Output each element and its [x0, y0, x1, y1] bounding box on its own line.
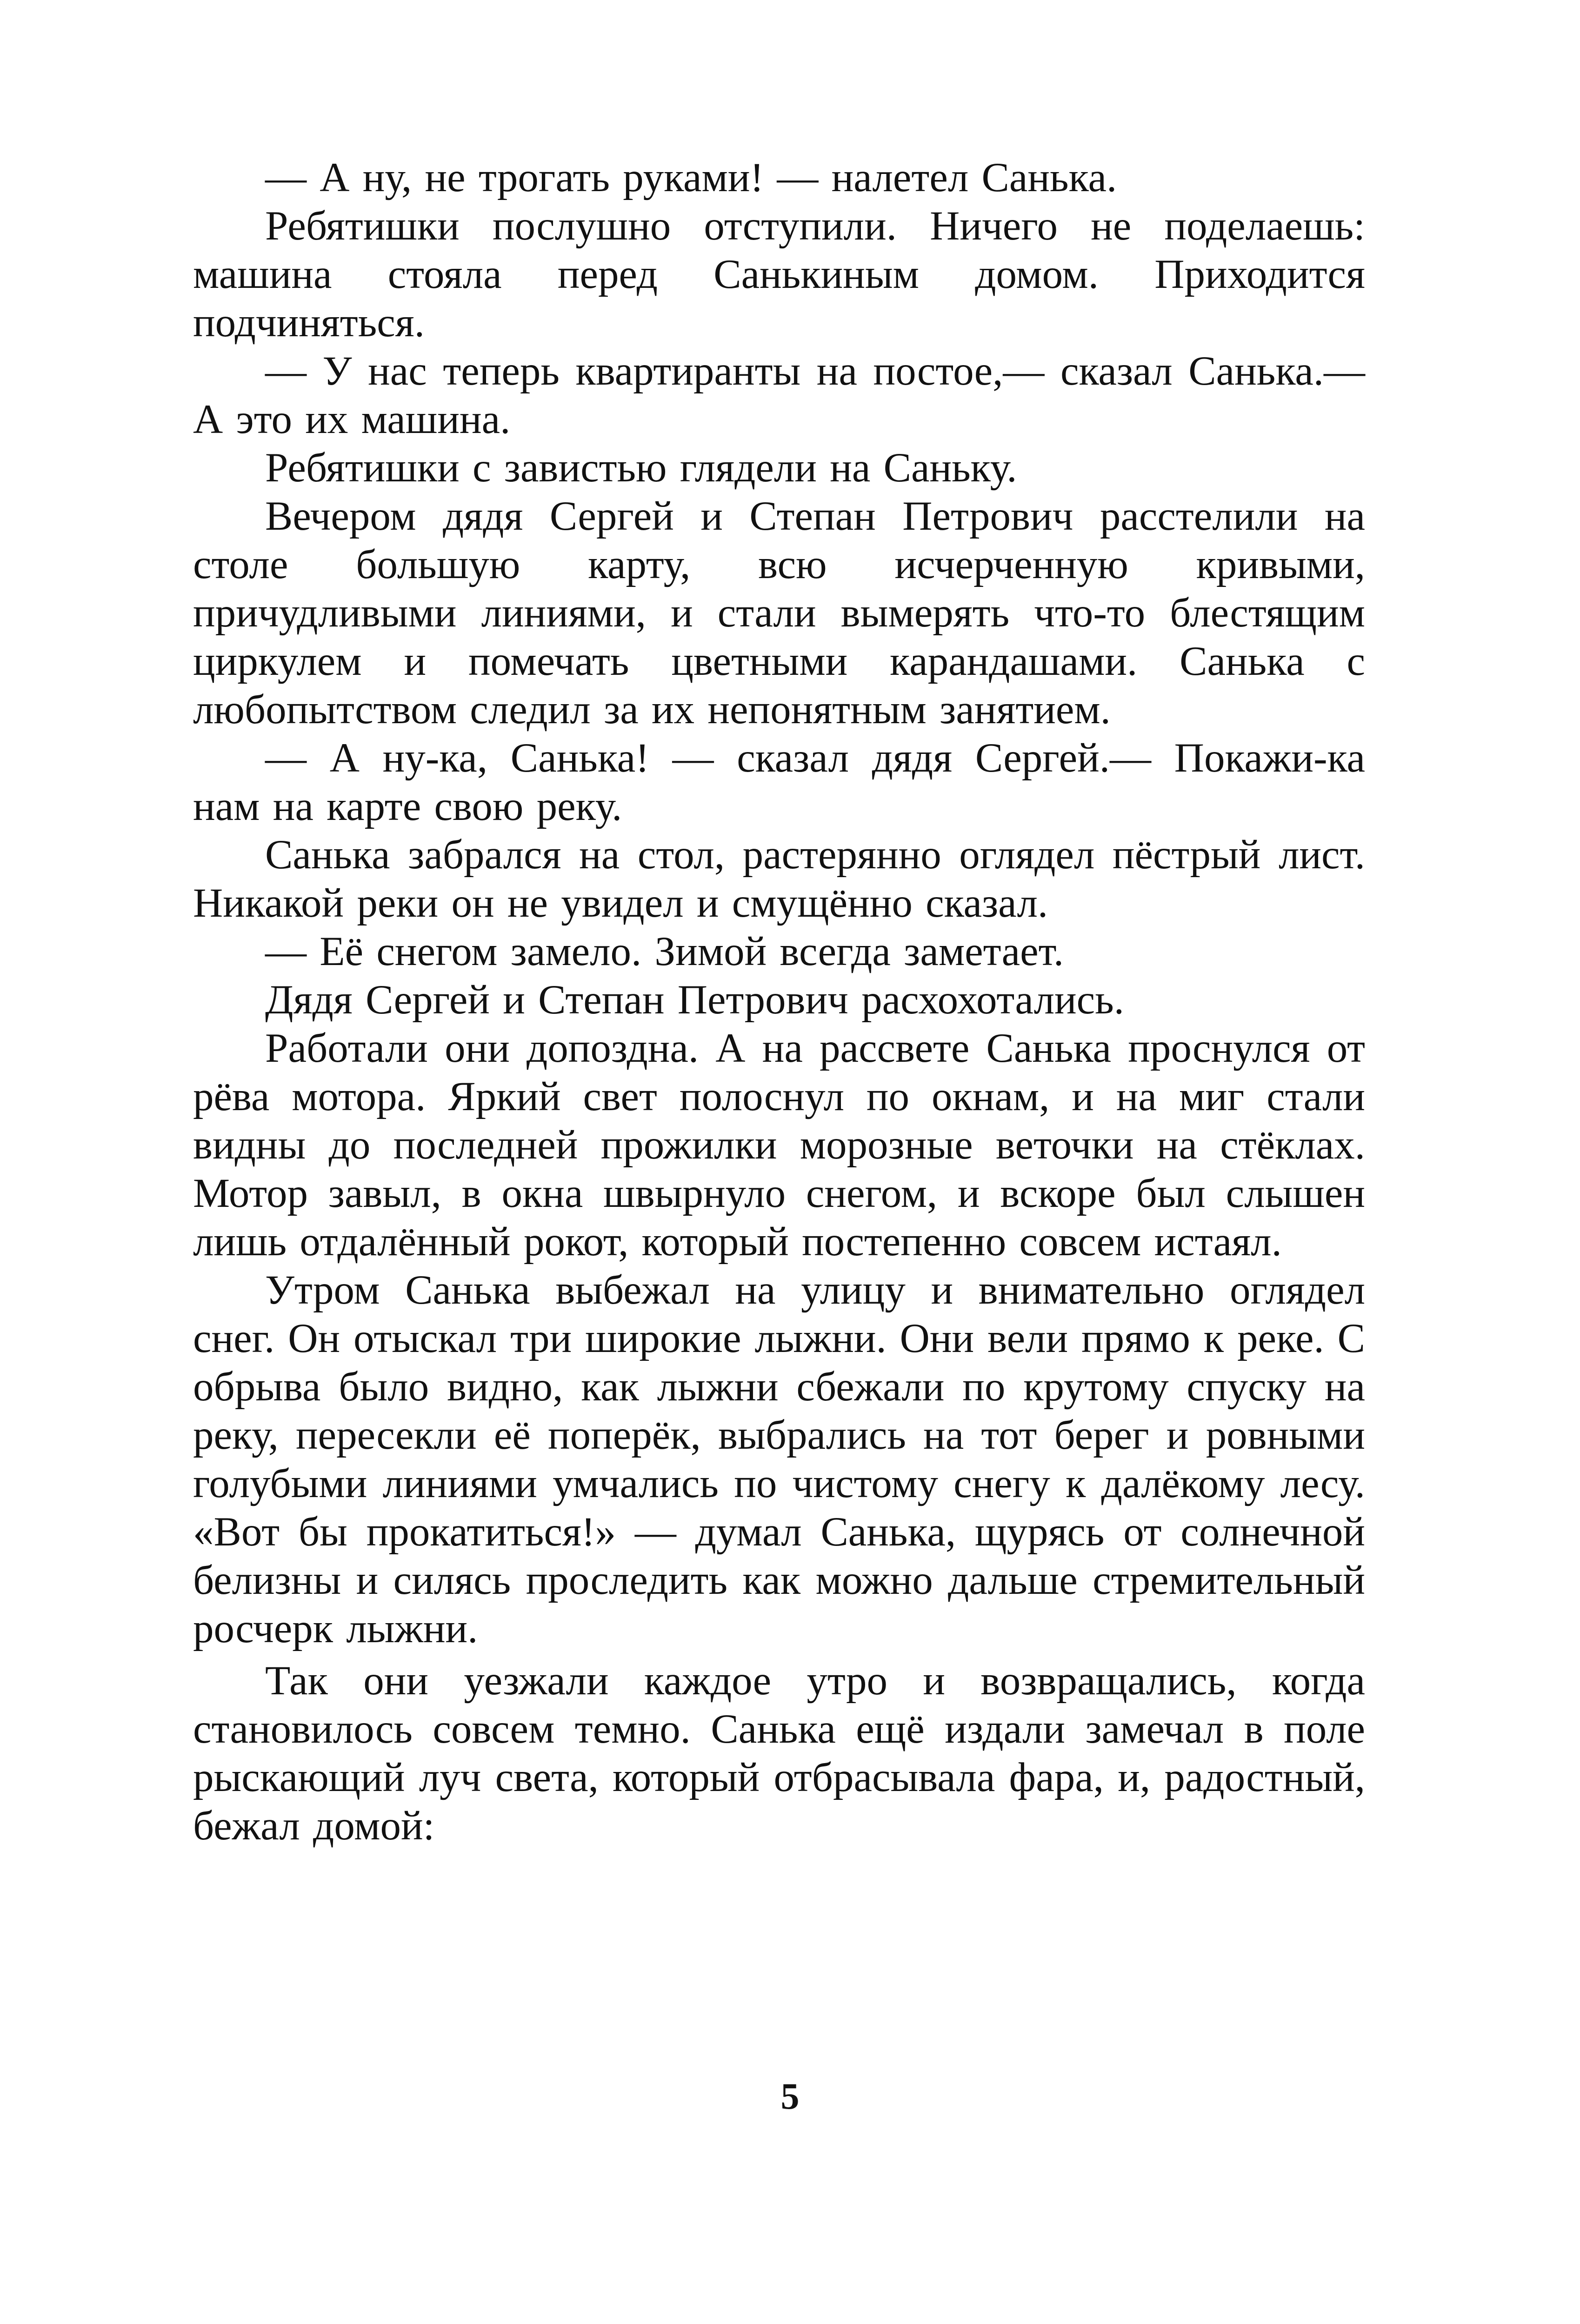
- paragraph-12: Так они уезжали каждое утро и возвращались, когда становилось совсем темно. Санька ещё издали замечал в поле рыскающий луч света, который отбрасывала фара, и, радостный, бежал домой:: [193, 1658, 1365, 1849]
- paragraph-6: — А ну-ка, Санька! — сказал дядя Сергей.— Покажи-ка нам на карте свою реку.: [193, 735, 1365, 829]
- paragraph-10: Работали они допоздна. А на рассвете Санька проснулся от рёва мотора. Яркий свет полоснул по окнам, и на миг стали видны до последней прожилки морозные веточки на стёклах. Мотор завыл, в окна швырнуло снегом, и вскоре был слышен лишь отдалённый рокот, который постепенно совсем истаял.: [193, 1025, 1365, 1265]
- body-text: [193, 153, 1365, 1850]
- paragraph-4: Ребятишки с завистью глядели на Саньку.: [265, 445, 1017, 491]
- page-number: 5: [780, 2076, 800, 2117]
- paragraph-7: Санька забрался на стол, растерянно оглядел пёстрый лист. Никакой реки он не увидел и смущённо сказал.: [193, 832, 1365, 926]
- paragraph-3: — У нас теперь квартиранты на постое,— сказал Санька.— А это их машина.: [193, 348, 1365, 442]
- paragraph-1: — А ну, не трогать руками! — налетел Санька.: [265, 155, 1117, 200]
- paragraph-8: — Её снегом замело. Зимой всегда заметает.: [265, 929, 1064, 974]
- paragraph-2: Ребятишки послушно отступили. Ничего не поделаешь: машина стояла перед Санькиным домом. Приходится подчиняться.: [193, 203, 1365, 346]
- paragraph-11: Утром Санька выбежал на улицу и внимательно оглядел снег. Он отыскал три широкие лыжни. Они вели прямо к реке. С обрыва было видно, как лыжни сбежали по крутому спуску на реку, пересекли её поперёк, выбрались на тот берег и ровными голубыми линиями умчались по чистому снегу к далёкому лесу. «Вот бы прокатиться!» — думал Санька, щурясь от солнечной белизны и силясь проследить как можно дальше стремительный росчерк лыжни.: [193, 1267, 1365, 1651]
- paragraph-9: Дядя Сергей и Степан Петрович расхохотались.: [265, 977, 1124, 1023]
- paragraph-5: Вечером дядя Сергей и Степан Петрович расстелили на столе большую карту, всю исчерченную кривыми, причудливыми линиями, и стали вымерять что-то блестящим циркулем и помечать цветными карандашами. Санька с любопытством следил за их непонятным занятием.: [193, 493, 1365, 732]
